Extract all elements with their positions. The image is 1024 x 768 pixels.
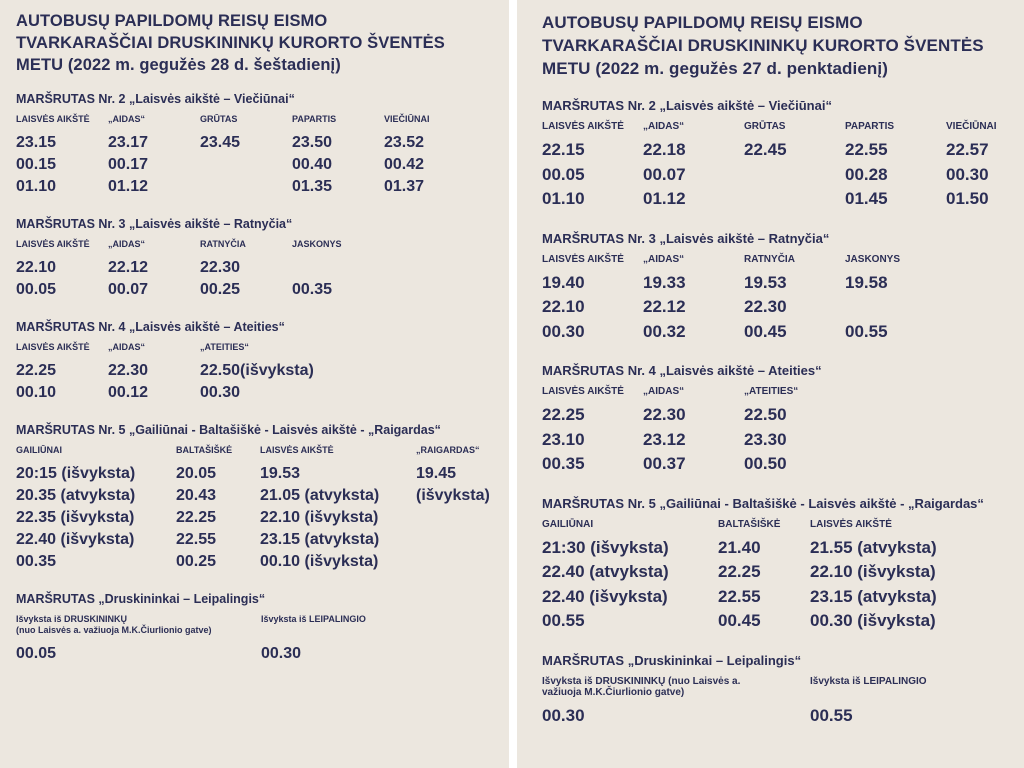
- departure-time: 23.50: [292, 134, 333, 151]
- departure-time: 23.45: [200, 134, 241, 151]
- departure-time: 00.32: [643, 321, 686, 341]
- departure-time: 19.58: [845, 272, 888, 292]
- departure-time: 22.30: [643, 405, 686, 424]
- stop-header: GAILIŪNAI: [542, 518, 594, 530]
- departure-time: 20.05: [176, 465, 217, 482]
- route-name: MARŠRUTAS Nr. 5 „Gailiūnai - Baltašiškė - Laisvės aikštė - „Raigardas“: [542, 495, 984, 511]
- departure-time: 22.55: [176, 531, 217, 548]
- route-name: MARŠRUTAS Nr. 4 „Laisvės aikštė – Ateities“: [16, 320, 285, 334]
- departure-time: 22.35 (išvyksta): [16, 509, 135, 526]
- stop-header: LAISVĖS AIKŠTĖ: [260, 445, 334, 455]
- departure-time: 01.35: [292, 178, 333, 195]
- departure-time: 00.07: [643, 164, 686, 184]
- departure-time: 00.10 (išvyksta): [260, 553, 379, 570]
- departure-time: 20.43: [176, 487, 217, 504]
- departure-time: 19.53: [744, 272, 787, 292]
- route-section: [542, 653, 1024, 728]
- departure-time: 00.50: [744, 454, 787, 473]
- route-section: [542, 98, 1024, 211]
- departure-time: 00.55: [542, 611, 585, 630]
- stop-header: GAILIŪNAI: [16, 445, 62, 455]
- timetable: [16, 614, 509, 664]
- departure-time: 00.30: [542, 705, 585, 725]
- stop-header: BALTAŠIŠKĖ: [718, 518, 781, 530]
- departure-time: 00.35: [542, 454, 585, 473]
- departure-time: 22.40 (išvyksta): [16, 531, 135, 548]
- departure-time: 00.30: [542, 321, 585, 341]
- stop-header: „AIDAS“: [108, 342, 146, 352]
- departure-time: 23.30: [744, 429, 787, 449]
- stop-header: JASKONYS: [292, 239, 342, 249]
- stop-header: LAISVĖS AIKŠTĖ: [542, 121, 624, 132]
- departure-time: 22.57: [946, 140, 989, 159]
- route-name: MARŠRUTAS Nr. 2 „Laisvės aikštė – Viečiūnai“: [16, 92, 295, 106]
- route-name: MARŠRUTAS „Druskininkai – Leipalingis“: [16, 592, 266, 606]
- schedule-friday: [517, 0, 1024, 768]
- departure-time: 22.25: [718, 562, 761, 581]
- route-section: [16, 92, 509, 197]
- departure-time: 22.10: [16, 259, 57, 276]
- departure-time: 22.50: [744, 405, 787, 424]
- stop-header: „AIDAS“: [108, 114, 146, 124]
- stop-header: PAPARTIS: [292, 114, 337, 124]
- stop-header: „ATEITIES“: [200, 342, 249, 352]
- departure-time: 22.30: [108, 362, 149, 379]
- timetable: [16, 342, 509, 403]
- departure-time: 00.30: [200, 384, 241, 401]
- departure-time: 22.25: [542, 405, 585, 424]
- schedule-title: AUTOBUSŲ PAPILDOMŲ REISŲ EISMO TVARKARAŠČIAI DRUSKININKŲ KURORTO ŠVENTĖS METU (2022 m. gegužės 27 d. penktadienį): [542, 13, 984, 78]
- departure-time: [744, 163, 845, 187]
- stop-header: PAPARTIS: [845, 121, 895, 132]
- route-name: MARŠRUTAS Nr. 4 „Laisvės aikštė – Ateities“: [542, 363, 822, 378]
- departure-time: 01.37: [384, 178, 425, 195]
- departure-time: 22.10 (išvyksta): [260, 509, 379, 526]
- departure-time: 22.50(išvyksta): [200, 362, 314, 379]
- timetable: [16, 114, 509, 197]
- departure-time: 22.45: [744, 140, 787, 159]
- stop-header: LAISVĖS AIKŠTĖ: [16, 114, 90, 124]
- stop-header: „RAIGARDAS“: [416, 445, 480, 455]
- stop-header: LAISVĖS AIKŠTĖ: [16, 239, 90, 249]
- departure-time: 19.40: [542, 272, 585, 292]
- route-name: MARŠRUTAS Nr. 2 „Laisvės aikštė – Viečiūnai“: [542, 98, 832, 113]
- timetable: [542, 254, 1024, 344]
- stop-header: RATNYČIA: [200, 239, 246, 249]
- timetable: [542, 676, 1024, 728]
- stop-header: „AIDAS“: [643, 253, 685, 265]
- stop-header: LAISVĖS AIKŠTĖ: [542, 253, 624, 265]
- schedule-saturday: [0, 0, 509, 768]
- departure-time: 22.18: [643, 140, 686, 159]
- departure-time: 00.12: [108, 384, 149, 401]
- departure-time: 00.30 (išvyksta): [810, 611, 936, 630]
- stop-header: BALTAŠIŠKĖ: [176, 445, 233, 455]
- departure-time: 00.42: [384, 156, 425, 173]
- departure-time: 00.40: [292, 156, 333, 173]
- route-section: [542, 231, 1024, 344]
- departure-time: 01.12: [108, 178, 149, 195]
- stop-header: LAISVĖS AIKŠTĖ: [16, 342, 90, 352]
- departure-time: 19.53: [260, 465, 301, 482]
- departure-time: 00.55: [810, 705, 853, 725]
- stop-header: VIEČIŪNAI: [384, 114, 430, 124]
- departure-time: 21.40: [718, 537, 761, 557]
- route-section: [16, 423, 509, 572]
- departure-time: 23.15 (atvyksta): [810, 586, 937, 606]
- departure-time: [416, 551, 506, 572]
- departure-time: [200, 176, 292, 197]
- departure-time: 21.05 (atvyksta): [260, 487, 380, 504]
- departure-time: 23.15: [16, 134, 57, 151]
- departure-time: 23.12: [643, 429, 686, 449]
- departure-time: 00.45: [744, 321, 787, 341]
- departure-time: (išvyksta): [416, 487, 490, 504]
- routes-list: [16, 92, 509, 664]
- departure-time: 22.40 (išvyksta): [542, 586, 668, 606]
- departure-time: 01.45: [845, 189, 888, 208]
- departure-time: 00.05: [542, 164, 585, 184]
- departure-time: 00.10: [16, 384, 57, 401]
- stop-header: LAISVĖS AIKŠTĖ: [542, 386, 624, 397]
- stop-header: Išvyksta iš DRUSKININKŲ (nuo Laisvės a. važiuoja M.K.Čiurlionio gatve): [16, 614, 212, 635]
- stop-header: RATNYČIA: [744, 253, 795, 265]
- timetable: [16, 239, 509, 300]
- stop-header: JASKONYS: [845, 253, 901, 265]
- stop-header: Išvyksta iš LEIPALINGIO: [261, 614, 366, 624]
- timetable: [542, 519, 1024, 633]
- departure-time: 00.30: [946, 164, 989, 184]
- departure-time: [416, 507, 506, 528]
- departure-time: [292, 257, 384, 278]
- departure-time: 22.40 (atvyksta): [542, 562, 669, 581]
- departure-time: 00.45: [718, 611, 761, 630]
- route-section: [16, 320, 509, 403]
- departure-time: 22.55: [845, 140, 888, 159]
- departure-time: 22.55: [718, 586, 761, 606]
- stop-header: „AIDAS“: [108, 239, 146, 249]
- stop-header: VIEČIŪNAI: [946, 121, 997, 132]
- schedule-title: AUTOBUSŲ PAPILDOMŲ REISŲ EISMO TVARKARAŠČIAI DRUSKININKŲ KURORTO ŠVENTĖS METU (2022 m. gegužės 28 d. šeštadienį): [16, 12, 445, 74]
- route-section: [542, 496, 1024, 633]
- stop-header: Išvyksta iš DRUSKININKŲ (nuo Laisvės a. važiuoja M.K.Čiurlionio gatve): [542, 675, 741, 698]
- departure-time: 01.50: [946, 189, 989, 208]
- stop-header: „ATEITIES“: [744, 386, 799, 397]
- departure-time: 20:15 (išvyksta): [16, 465, 136, 482]
- departure-time: 22.30: [744, 297, 787, 316]
- departure-time: 22.30: [200, 259, 241, 276]
- departure-time: 22.15: [542, 140, 585, 159]
- departure-time: 23.52: [384, 134, 425, 151]
- departure-time: 00.07: [108, 281, 149, 298]
- timetable: [16, 445, 509, 572]
- departure-time: 01.10: [16, 178, 57, 195]
- departure-time: 00.25: [200, 281, 241, 298]
- departure-time: 22.12: [643, 297, 686, 316]
- stop-header: „AIDAS“: [643, 386, 685, 397]
- departure-time: 22.25: [16, 362, 57, 379]
- route-name: MARŠRUTAS Nr. 3 „Laisvės aikštė – Ratnyčia“: [542, 230, 830, 246]
- route-section: [16, 217, 509, 300]
- route-name: MARŠRUTAS „Druskininkai – Leipalingis“: [542, 652, 802, 668]
- route-name: MARŠRUTAS Nr. 3 „Laisvės aikštė – Ratnyčia“: [16, 217, 293, 231]
- departure-time: 22.12: [108, 259, 149, 276]
- departure-time: 00.28: [845, 164, 888, 184]
- departure-time: [744, 187, 845, 211]
- departure-time: 20.35 (atvyksta): [16, 487, 136, 504]
- departure-time: 00.17: [108, 156, 149, 173]
- departure-time: 00.35: [292, 281, 333, 298]
- departure-time: 22.10: [542, 297, 585, 316]
- departure-time: 19.45: [416, 465, 457, 482]
- departure-time: 00.25: [176, 553, 217, 570]
- departure-time: 22.10 (išvyksta): [810, 562, 936, 581]
- departure-time: 23.10: [542, 429, 585, 449]
- departure-time: 00.05: [16, 281, 57, 298]
- departure-time: 00.37: [643, 454, 686, 473]
- route-section: [16, 592, 509, 664]
- departure-time: 22.25: [176, 509, 217, 526]
- departure-time: 19.33: [643, 272, 686, 292]
- departure-time: 00.35: [16, 553, 57, 570]
- departure-time: 00.55: [845, 321, 888, 341]
- departure-time: 00.05: [16, 645, 57, 662]
- route-name: MARŠRUTAS Nr. 5 „Gailiūnai - Baltašiškė - Laisvės aikštė - „Raigardas“: [16, 423, 441, 437]
- departure-time: 23.15 (atvyksta): [260, 531, 380, 548]
- departure-time: [416, 529, 506, 550]
- stop-header: Išvyksta iš LEIPALINGIO: [810, 675, 927, 687]
- departure-time: 21:30 (išvyksta): [542, 537, 669, 557]
- departure-time: 23.17: [108, 134, 149, 151]
- stop-header: „AIDAS“: [643, 121, 685, 132]
- timetable: [542, 121, 1024, 211]
- departure-time: [845, 295, 946, 319]
- departure-time: 01.12: [643, 189, 686, 208]
- departure-time: 21.55 (atvyksta): [810, 537, 937, 557]
- stop-header: GRŪTAS: [200, 114, 238, 124]
- departure-time: 00.15: [16, 156, 57, 173]
- timetable: [542, 386, 1024, 476]
- routes-list: [542, 98, 1024, 727]
- stop-header: GRŪTAS: [744, 121, 786, 132]
- route-section: [542, 363, 1024, 476]
- departure-time: [200, 154, 292, 175]
- departure-time: 00.30: [261, 645, 302, 662]
- stop-header: LAISVĖS AIKŠTĖ: [810, 518, 892, 530]
- departure-time: 01.10: [542, 189, 585, 208]
